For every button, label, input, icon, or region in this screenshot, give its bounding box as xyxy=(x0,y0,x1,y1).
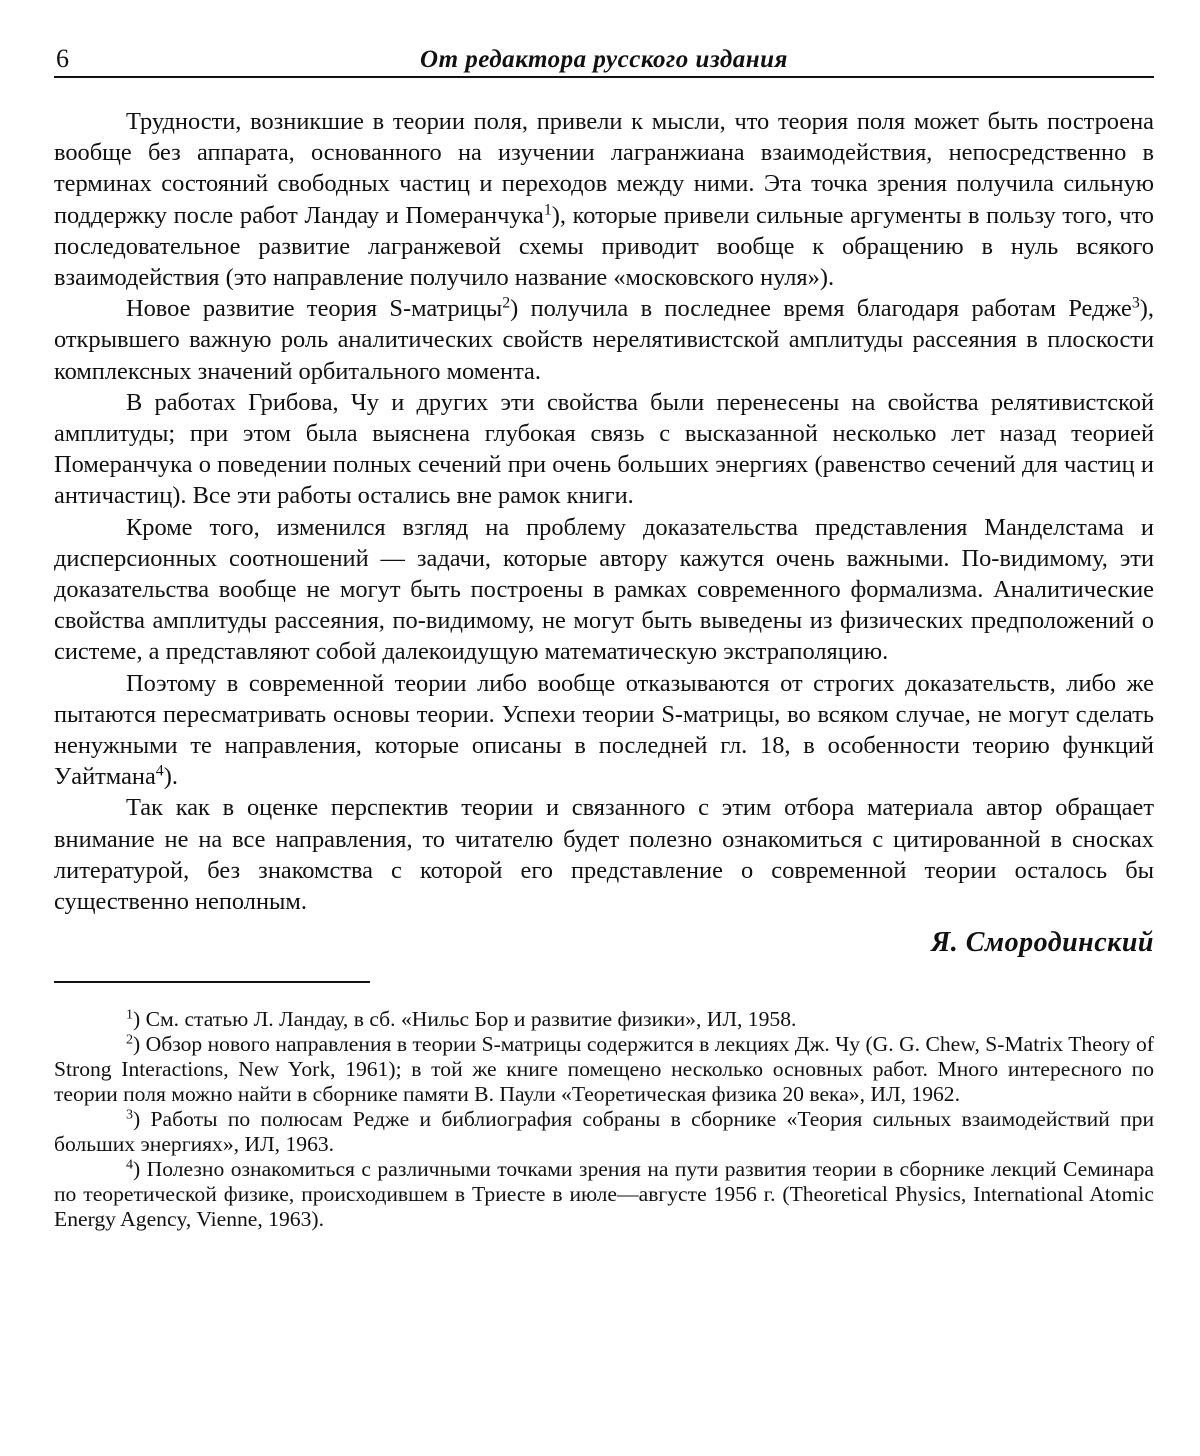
footnote-text: ) Полезно ознакомиться с различными точками зрения на пути развития теории в сборнике лекций Семинара по теоретической физике, происходившем в Триесте в июле—августе 1956 г. (Theoretical Physics, International Atomic Energy Agency, Vienne, 1963). xyxy=(54,1157,1154,1232)
footnote-ref: 1 xyxy=(543,200,552,218)
footnote-3 xyxy=(54,1107,1154,1157)
footnote-4 xyxy=(54,1157,1154,1232)
paragraph-text: Поэтому в современной теории либо вообще отказываются от строгих доказательств, либо же пытаются пересматривать основы теории. Успехи теории S-матрицы, во всяком случае, не могут сделать ненужными те направления, которые описаны в последней гл. 18, в особенности теорию функций Уайтмана xyxy=(54,669,1154,791)
footnote-text: ) Работы по полюсам Редже и библиография собраны в сборнике «Теория сильных взаимодействий при больших энергиях», ИЛ, 1963. xyxy=(54,1107,1154,1157)
header-rule xyxy=(54,76,1154,78)
footnote-mark: 4 xyxy=(126,1156,134,1173)
footnote-mark: 1 xyxy=(126,1006,134,1023)
footnote-rule xyxy=(54,981,370,983)
footnote-text: ) Обзор нового направления в теории S-матрицы содержится в лекциях Дж. Чу (G. G. Chew, S-Matrix Theory of Strong Interactions, New York, 1961); в той же книге помещено несколько основных работ. Много интересного по теории поля можно найти в сборнике памяти В. Паули «Теоретическая физика 20 века», ИЛ, 1962. xyxy=(54,1032,1154,1107)
footnote-ref: 2 xyxy=(502,294,511,312)
paragraph-text: ), которые привели сильные аргументы в пользу того, что последовательное развитие лагранжевой схемы приводит вообще к обращению в нуль всякого взаимодействия (это направление получило название «московского нуля»). xyxy=(54,201,1154,292)
footnote-ref: 4 xyxy=(155,762,164,780)
paragraph-2 xyxy=(54,293,1154,387)
paragraph-text: ). xyxy=(163,763,178,791)
paragraph-5 xyxy=(54,668,1154,793)
footnote-1 xyxy=(54,1007,1154,1032)
paragraph-text: ) получила в последнее время благодаря работам Редже xyxy=(510,295,1132,323)
paragraph-text: Трудности, возникшие в теории поля, привели к мысли, что теория поля может быть построена вообще без аппарата, основанного на изучении лагранжиана взаимодействия, непосредственно в терминах состояний свободных частиц и переходов между ними. Эта точка зрения получила сильную поддержку после работ Ландау и Померанчука xyxy=(54,108,1154,229)
paragraph-6: Так как в оценке перспектив теории и связанного с этим отбора материала автор обращает внимание не на все направления, то читателю будет полезно ознакомиться с цитированной в сносках литературой, без знакомства с которой его представление о современной теории осталось бы существенно неполным. xyxy=(54,794,1154,916)
signature: Я. Смородинский xyxy=(930,927,1154,959)
running-title: От редактора русского издания xyxy=(420,46,788,73)
footnote-mark: 3 xyxy=(126,1106,134,1123)
footnote-ref: 3 xyxy=(1131,294,1140,312)
footnote-mark: 2 xyxy=(126,1031,134,1048)
paragraph-3: В работах Грибова, Чу и других эти свойства были перенесены на свойства релятивистской амплитуды; при этом была выяснена глубокая связь с высказанной несколько лет назад теорией Померанчука о поведении полных сечений при очень больших энергиях (равенство сечений для частиц и античастиц). Все эти работы остались вне рамок книги. xyxy=(54,388,1154,510)
paragraph-4: Кроме того, изменился взгляд на проблему доказательства представления Манделстама и дисперсионных соотношений — задачи, которые автору кажутся очень важными. По-видимому, эти доказательства вообще не могут быть построены в рамках современного формализма. Аналитические свойства амплитуды рассеяния, по-видимому, не могут быть выведены из физических предположений о системе, а представляют собой далекоидущую математическую экстраполяцию. xyxy=(54,513,1154,666)
main-text xyxy=(54,106,1154,917)
paragraph-1 xyxy=(54,106,1154,293)
page-header xyxy=(54,40,1154,74)
footnote-text: ) См. статью Л. Ландау, в сб. «Нильс Бор и развитие физики», ИЛ, 1958. xyxy=(133,1007,797,1032)
paragraph-text: ), открывшего важную роль аналитических свойств нерелятивистской амплитуды рассеяния в плоскости комплексных значений орбитального момента. xyxy=(54,295,1155,385)
footnote-2 xyxy=(54,1032,1154,1107)
page-number: 6 xyxy=(56,44,69,73)
paragraph-text: Новое развитие теория S-матрицы xyxy=(126,295,503,323)
footnotes xyxy=(54,1007,1154,1232)
book-page xyxy=(54,40,1154,1232)
